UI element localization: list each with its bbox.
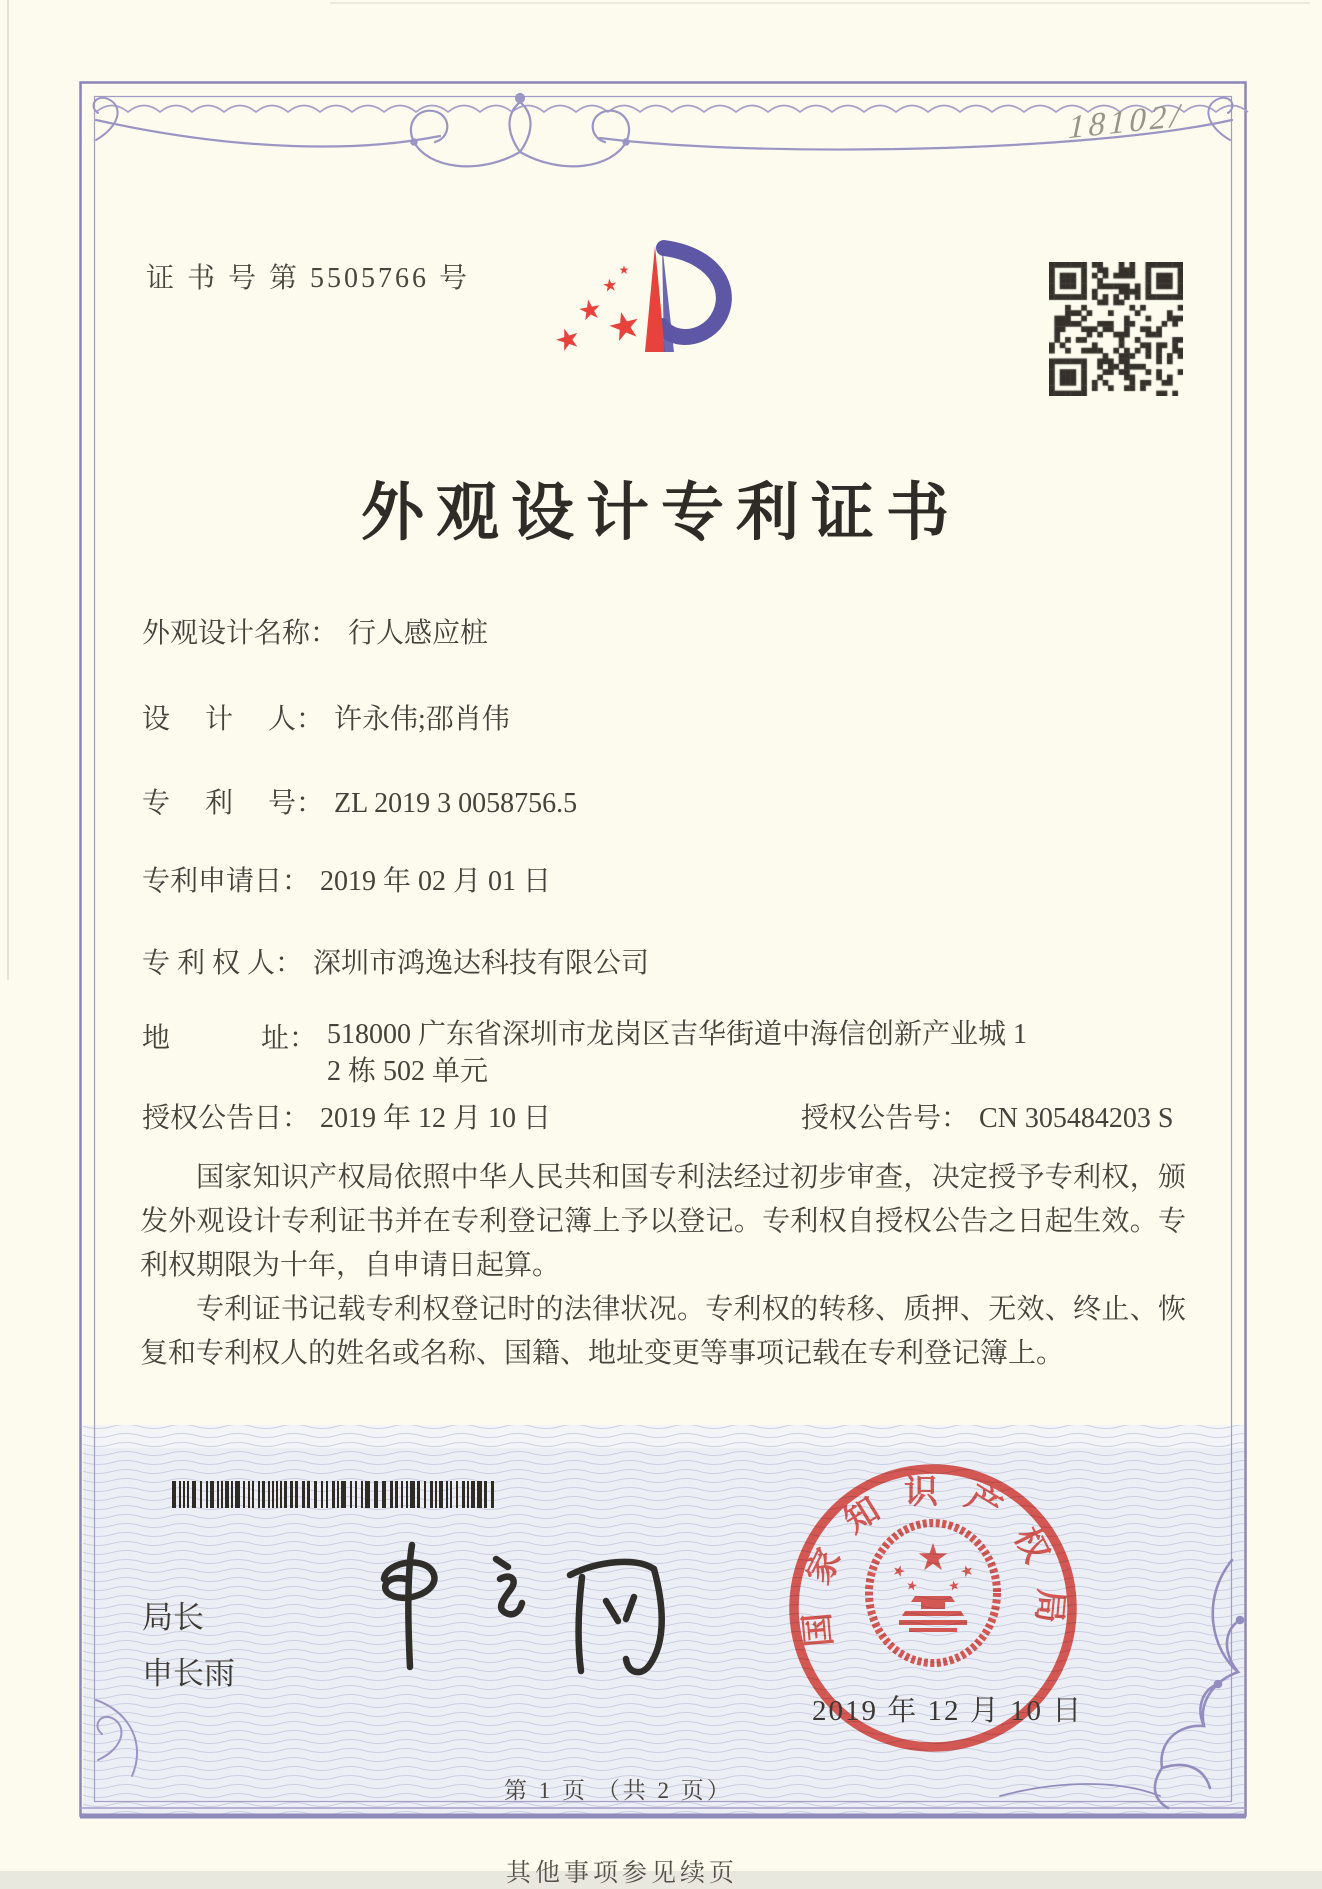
field-designer (142, 697, 510, 737)
address-line1: 518000 广东省深圳市龙岗区吉华街道中海信创新产业城 1 (327, 1019, 1028, 1050)
field-label: 地 址： (142, 1023, 318, 1054)
field-label: 设 计 人： (142, 704, 325, 735)
field-value: 2019 年 02 月 01 日 (320, 866, 552, 897)
commissioner-name: 申长雨 (142, 1656, 235, 1691)
commissioner-title: 局长 (142, 1600, 204, 1635)
field-value: ZL 2019 3 0058756.5 (334, 788, 578, 819)
field-grant-number (801, 1096, 1173, 1136)
field-value (327, 1016, 1027, 1090)
handwritten-signature (350, 1535, 690, 1710)
seal-ring-text: 国家知识产权局 (796, 1473, 1070, 1649)
seal-national-emblem (869, 1523, 997, 1663)
legal-paragraph-1: 国家知识产权局依照中华人民共和国专利法经过初步审查，决定授予专利权，颁发外观设计专利证书并在专利登记簿上予以登记。专利权自授权公告之日起生效。专利权期限为十年，自申请日起算。 (140, 1162, 1186, 1281)
star-icon: ★ (618, 263, 630, 277)
star-icon: ★ (602, 300, 647, 352)
field-label: 专 利 权 人： (142, 948, 304, 979)
logo-stars (550, 263, 646, 359)
star-icon: ★ (957, 1560, 977, 1582)
field-grant-row (142, 1096, 1188, 1136)
field-patent-number (142, 781, 577, 821)
pencil-note: 18102/ (1067, 97, 1185, 147)
page-number: 第 1 页 （共 2 页） (504, 1778, 733, 1803)
star-icon: ★ (550, 318, 586, 360)
scan-artifact-top (330, 2, 1310, 4)
top-center-flourish (96, 94, 1232, 166)
field-label: 专 利 号： (142, 788, 325, 819)
field-value: CN 305484203 S (979, 1103, 1174, 1134)
star-icon: ★ (889, 1560, 909, 1582)
field-label: 授权公告号： (801, 1103, 970, 1134)
certificate-number: 证 书 号 第 5505766 号 (146, 263, 471, 294)
field-value: 深圳市鸿逸达科技有限公司 (313, 948, 650, 979)
field-patentee (142, 941, 649, 981)
field-label: 专利申请日： (142, 866, 311, 897)
legal-paragraph-2: 专利证书记载专利权登记时的法律状况。专利权的转移、质押、无效、终止、恢复和专利权人的姓名或名称、国籍、地址变更等事项记载在专利登记簿上。 (140, 1294, 1186, 1369)
address-line2: 2 栋 502 单元 (327, 1056, 489, 1087)
certificate-title: 外观设计专利证书 (361, 478, 961, 548)
field-label: 授权公告日： (142, 1103, 311, 1134)
field-design-name (142, 611, 488, 651)
star-icon: ★ (575, 293, 605, 328)
field-value: 行人感应桩 (348, 618, 489, 649)
star-icon: ★ (947, 1578, 962, 1595)
field-application-date (142, 859, 551, 899)
cnipa-logo (538, 240, 738, 358)
seal-date: 2019 年 12 月 10 日 (812, 1695, 1084, 1727)
commissioner-block (142, 1590, 235, 1702)
logo-p-mark (645, 244, 724, 352)
continuation-note-cutoff: 其他事项参见续页 (506, 1860, 739, 1887)
legal-body (140, 1156, 1186, 1376)
star-icon: ★ (904, 1578, 919, 1595)
field-label: 外观设计名称： (142, 618, 339, 649)
field-address (142, 1016, 1027, 1090)
star-icon: ★ (601, 275, 620, 297)
field-value: 2019 年 12 月 10 日 (320, 1103, 552, 1134)
qr-code (1049, 262, 1183, 396)
field-value: 许永伟;邵肖伟 (334, 704, 510, 735)
barcode (170, 1481, 500, 1508)
